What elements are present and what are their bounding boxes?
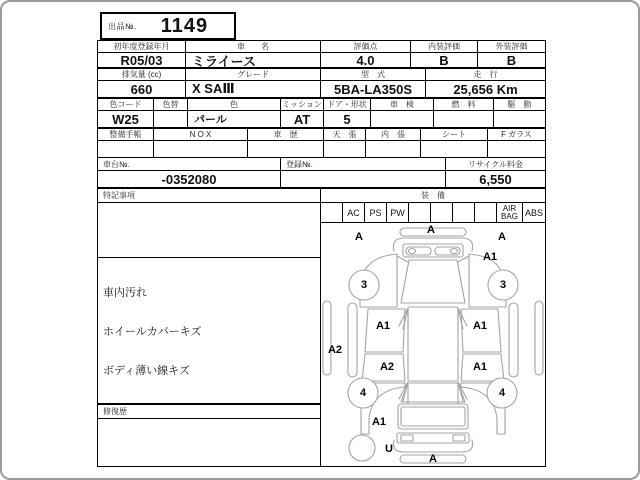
headliner-value (323, 140, 366, 158)
chassis-header: 車台№. (97, 157, 281, 171)
transmission-value: AT (280, 110, 324, 129)
recycle-fee-header: リサイクル料金 (445, 157, 546, 171)
front-glass-value (487, 140, 546, 158)
grade-header: グレード (185, 68, 321, 81)
displacement-value: 660 (97, 80, 186, 99)
lot-number-value: 1149 (160, 14, 209, 37)
note-line: 車内汚れ (103, 287, 147, 299)
equipment-cell-ac: AC (342, 202, 365, 223)
damage-code-left-rear-corner: A1 (371, 416, 387, 428)
color-code-value: W25 (97, 110, 154, 129)
car-name-value: ミライース (185, 52, 321, 69)
doors-header: ドア・形状 (323, 98, 371, 111)
doors-value: 5 (323, 110, 371, 129)
color-value: パール (187, 110, 281, 129)
damage-code-left-rear-wheel: 4 (359, 387, 367, 399)
equipment-cell (408, 202, 431, 223)
damage-code-left-rear-door: A2 (379, 361, 395, 373)
grade-value: X SAⅢ (185, 80, 321, 99)
score-value: 4.0 (320, 52, 411, 69)
first-reg-value: R05/03 (97, 52, 186, 69)
history-header: 車 歴 (247, 128, 324, 141)
front-glass-header: F ガラス (487, 128, 546, 141)
service-book-value (97, 140, 154, 158)
damage-code-right-front-wheel: 3 (499, 279, 507, 291)
drive-header: 駆 動 (493, 98, 546, 111)
repair-history-box (97, 418, 321, 467)
exterior-value: B (477, 52, 546, 69)
lot-number-label: 出品№. (108, 21, 137, 31)
equipment-cell (320, 202, 343, 223)
note-line: ホイールカバーキズ (103, 326, 202, 338)
inspection-header: 車 検 (370, 98, 434, 111)
recycle-fee-value: 6,550 (445, 170, 546, 189)
equipment-cell (430, 202, 453, 223)
damage-diagram (320, 222, 546, 467)
history-value (247, 140, 324, 158)
damage-code-right-front-corner: A (498, 231, 506, 243)
color-code-header: 色コード (97, 98, 154, 111)
color-header: 色 (187, 98, 281, 111)
note-line: ボディ薄い線キズ (103, 365, 190, 377)
door-trim-header: 内 張 (365, 128, 421, 141)
equipment-cell-pw: PW (386, 202, 409, 223)
exterior-header: 外装評価 (477, 40, 546, 53)
fuel-header: 燃 料 (433, 98, 494, 111)
lot-number-box (100, 12, 236, 40)
model-code-value: 5BA-LA350S (320, 80, 426, 99)
equipment-section-header: 装 備 (320, 188, 546, 203)
car-outline-drawing (321, 223, 545, 466)
damage-code-left-front-door: A1 (375, 320, 391, 332)
interior-value: B (410, 52, 478, 69)
damage-code-front-bumper: A (427, 224, 435, 236)
inspection-value (370, 110, 434, 129)
damage-code-left-front-corner: A (355, 231, 363, 243)
headliner-header: 天 張 (323, 128, 366, 141)
damage-code-right-front-door: A1 (472, 320, 488, 332)
repair-history-header: 修復歴 (97, 403, 321, 419)
fuel-value (433, 110, 494, 129)
interior-header: 内装評価 (410, 40, 478, 53)
registration-header: 登録№. (280, 157, 446, 171)
seat-value (420, 140, 488, 158)
color-change-header: 色替 (153, 98, 188, 111)
equipment-cell (474, 202, 497, 223)
damage-code-left-front-wheel: 3 (360, 279, 368, 291)
first-reg-header: 初年度登録年月 (97, 40, 186, 53)
vehicle-info-table (97, 40, 546, 467)
registration-value (280, 170, 446, 189)
damage-code-right-rear-door: A1 (472, 361, 488, 373)
door-trim-value (365, 140, 421, 158)
nox-header: N O X (153, 128, 248, 141)
mileage-value: 25,656 Km (425, 80, 546, 99)
score-header: 評価点 (320, 40, 411, 53)
nox-value (153, 140, 248, 158)
car-name-header: 車 名 (185, 40, 321, 53)
damage-code-right-front-fender: A1 (482, 251, 498, 263)
displacement-header: 排気量 (cc) (97, 68, 186, 81)
color-change-value (153, 110, 188, 129)
notes-empty-area (97, 202, 321, 258)
equipment-cell-ps: PS (364, 202, 387, 223)
damage-code-left-sill: A2 (327, 344, 343, 356)
equipment-cell-airbag: AIR BAG (496, 202, 523, 223)
equipment-cell (452, 202, 475, 223)
damage-code-right-rear-wheel: 4 (498, 387, 506, 399)
equipment-cell-abs: ABS (522, 202, 546, 223)
chassis-value: -0352080 (97, 170, 281, 189)
notes-section-header: 特記事項 (97, 188, 321, 203)
seat-header: シート (420, 128, 488, 141)
model-code-header: 型 式 (320, 68, 426, 81)
notes-box (97, 257, 321, 404)
damage-code-rear-gate: U (385, 443, 393, 455)
mileage-header: 走 行 (425, 68, 546, 81)
damage-code-rear-bumper: A (429, 453, 437, 465)
service-book-header: 整備手帳 (97, 128, 154, 141)
transmission-header: ミッション (280, 98, 324, 111)
drive-value (493, 110, 546, 129)
